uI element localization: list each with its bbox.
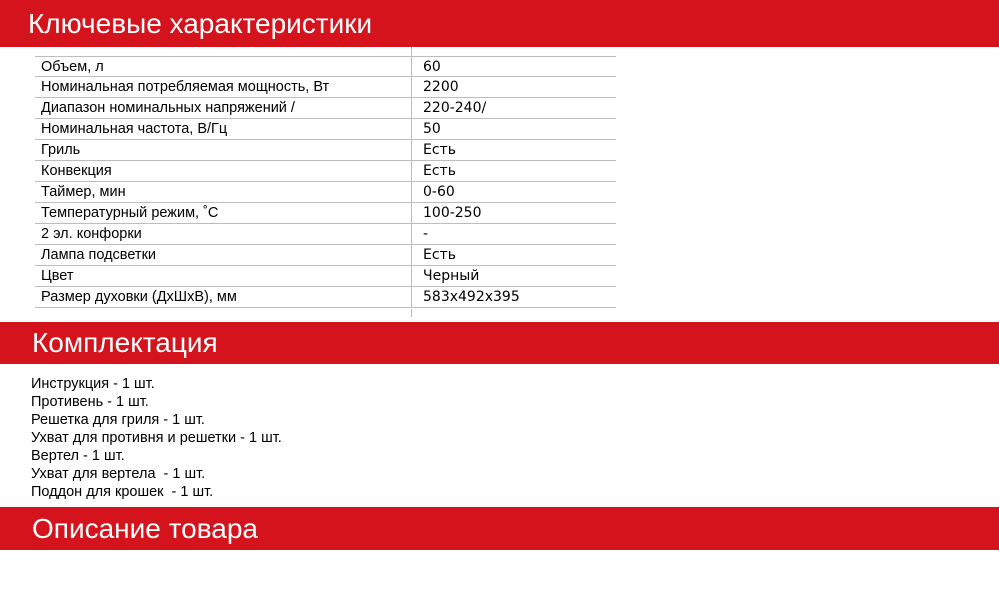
section-header-specs <box>0 0 999 47</box>
list-item: Поддон для крошек - 1 шт. <box>31 484 214 500</box>
spec-value: 50 <box>411 119 616 139</box>
spec-label: 2 эл. конфорки <box>41 226 142 242</box>
list-item: Ухват для вертела - 1 шт. <box>31 466 206 482</box>
spec-label: Лампа подсветки <box>41 247 157 263</box>
specs-table <box>35 56 616 308</box>
table-row <box>35 245 616 266</box>
table-row <box>35 161 616 182</box>
table-column-divider <box>411 47 412 56</box>
spec-value: Есть <box>411 161 616 181</box>
table-column-divider <box>411 309 412 317</box>
list-item: Вертел - 1 шт. <box>31 448 125 464</box>
spec-value: 100-250 <box>411 203 616 223</box>
table-row <box>35 224 616 245</box>
spec-label: Температурный режим, ˚С <box>41 205 219 221</box>
table-row <box>35 287 616 308</box>
table-row <box>35 119 616 140</box>
spec-value: Есть <box>411 245 616 265</box>
section-title: Ключевые характеристики <box>28 7 373 39</box>
list-item: Противень - 1 шт. <box>31 394 149 410</box>
spec-label: Объем, л <box>41 59 104 75</box>
spec-label: Диапазон номинальных напряжений / <box>41 100 295 116</box>
spec-value: - <box>411 224 616 244</box>
spec-label: Цвет <box>41 268 74 284</box>
table-row <box>35 140 616 161</box>
spec-value: 220-240/ <box>411 98 616 118</box>
table-row <box>35 56 616 77</box>
section-header-package <box>0 322 999 364</box>
section-title: Комплектация <box>32 327 218 358</box>
list-item: Решетка для гриля - 1 шт. <box>31 412 205 428</box>
table-row <box>35 182 616 203</box>
section-title: Описание товара <box>32 512 258 544</box>
list-item: Инструкция - 1 шт. <box>31 376 155 392</box>
spec-value: Есть <box>411 140 616 160</box>
spec-value: 2200 <box>411 77 616 97</box>
spec-label: Гриль <box>41 142 81 158</box>
table-row <box>35 77 616 98</box>
spec-label: Номинальная потребляемая мощность, Вт <box>41 79 330 95</box>
table-row <box>35 98 616 119</box>
spec-value: 60 <box>411 57 616 76</box>
spec-label: Размер духовки (ДхШхВ), мм <box>41 289 237 305</box>
table-row <box>35 203 616 224</box>
spec-label: Номинальная частота, В/Гц <box>41 121 228 137</box>
table-row <box>35 266 616 287</box>
list-item: Ухват для противня и решетки - 1 шт. <box>31 430 282 446</box>
package-list <box>31 375 282 501</box>
spec-label: Таймер, мин <box>41 184 126 200</box>
spec-value: 583x492x395 <box>411 287 616 307</box>
spec-value: 0-60 <box>411 182 616 202</box>
spec-value: Черный <box>411 266 616 286</box>
spec-label: Конвекция <box>41 163 112 179</box>
section-header-description <box>0 507 999 550</box>
